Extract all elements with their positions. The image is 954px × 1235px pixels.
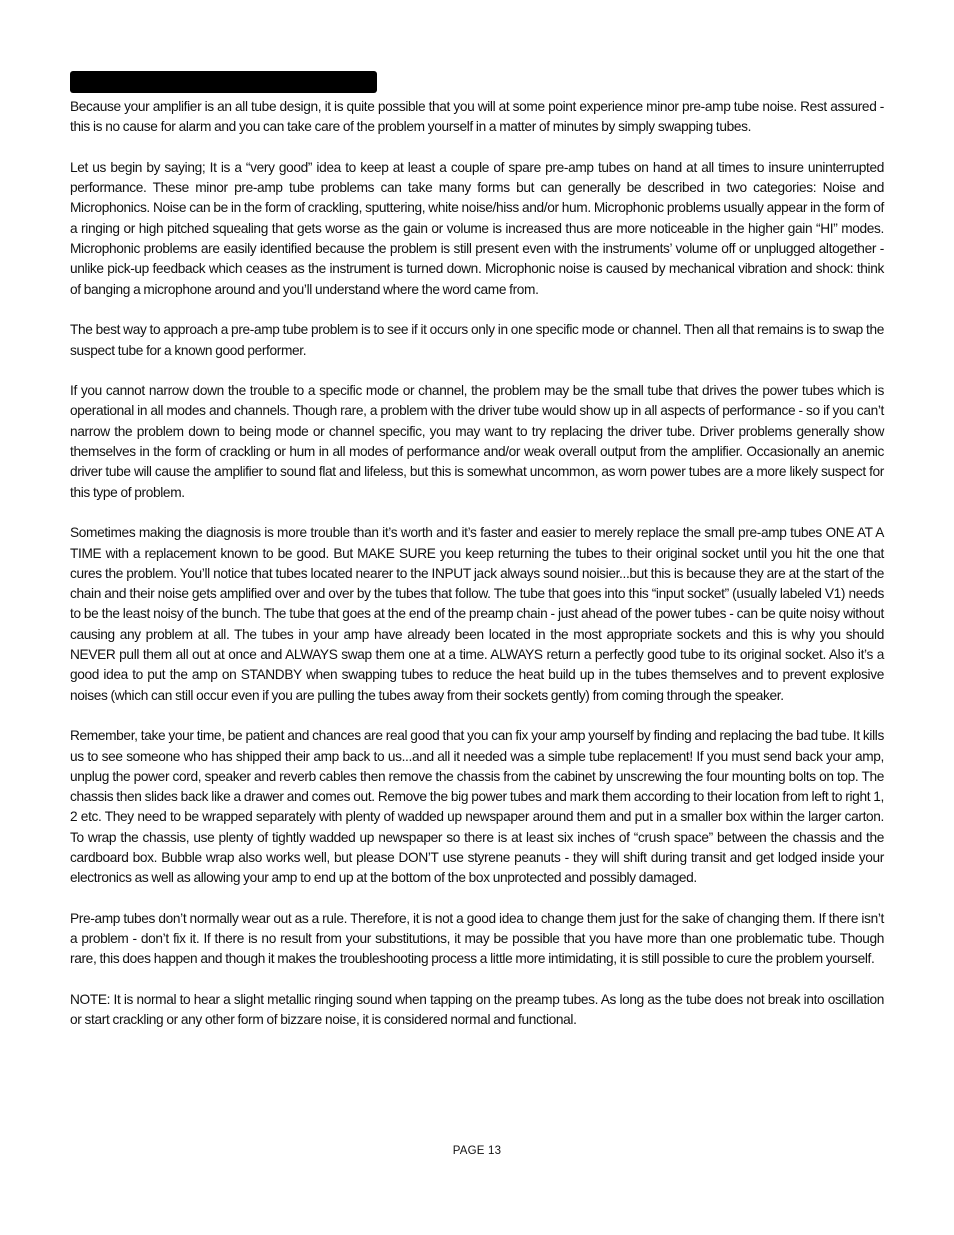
section-title-bar	[70, 71, 377, 93]
paragraph-tube-noise-intro: Because your amplifier is an all tube design, it is quite possible that you will at some point experience minor pre-amp tube noise. Rest assured - this is no cause for alarm and you can take care of the problem yourself in a matter of minutes by simply swapping tubes.	[70, 99, 884, 135]
page-number: PAGE 13	[452, 1145, 502, 1157]
paragraph-shipping: Remember, take your time, be patient and chances are real good that you can fix your amp yourself by finding and replacing the bad tube. It kills us to see someone who has shipped their amp back to us...and all it needed was a simple tube replacement! If you must send back your amp, unplug the power cord, speaker and reverb cables then remove the chassis from the cabinet by unscrewing the four mounting bolts on top. The chassis then slides back like a drawer and comes out. Remove the big power tubes and mark them according to their location from left to right 1, 2 etc. They need to be wrapped separately with plenty of wadded up newspaper around them and put in a smaller box within the larger carton. To wrap the chassis, use plenty of tightly wadded up newspaper so there is at least six inches of “crush space” between the chassis and the cardboard box. Bubble wrap also works well, but please DON’T use styrene peanuts - they will shift during transit and get lodged inside your electronics as well as allowing your amp to end up at the bottom of the box unprotected and possibly damaged.	[70, 728, 884, 886]
paragraph-wear-out: Pre-amp tubes don’t normally wear out as a rule. Therefore, it is not a good idea to change them just for the sake of changing them. If there isn’t a problem - don’t fix it. If there is no result from your substitutions, it may be possible that you have more than one problematic tube. Though rare, this does happen and though it makes the troubleshooting process a little more intimidating, it is still possible to cure the problem yourself.	[70, 910, 884, 967]
paragraph-best-approach: The best way to approach a pre-amp tube problem is to see if it occurs only in one specific mode or channel. Then all that remains is to swap the suspect tube for a known good performer.	[70, 322, 884, 358]
paragraph-spare-tubes: Let us begin by saying; It is a “very good” idea to keep at least a couple of spare pre-amp tubes on hand at all times to insure uninterrupted performance. These minor pre-amp tube problems can take many forms but can generally be described in two categories: Noise and Microphonics. Noise can be in the form of crackling, sputtering, white noise/hiss and/or hum. Microphonic problems usually appear in the form of a ringing or high pitched squealing that gets worse as the gain or volume is increased thus are more noticeable in the higher gain “HI” modes. Microphonic problems are easily identified because the problem is still present even with the instruments’ volume off or unplugged altogether - unlike pick-up feedback which ceases as the instrument is turned down. Microphonic noise is caused by mechanical vibration and shock: think of banging a microphone around and you’ll understand where the word came from.	[70, 159, 884, 297]
body-text	[70, 97, 884, 1051]
paragraph-note: NOTE: It is normal to hear a slight metallic ringing sound when tapping on the preamp tubes. As long as the tube does not break into oscillation or start crackling or any other form of bizzare noise, it is considered normal and functional.	[70, 992, 884, 1028]
paragraph-driver-tube: If you cannot narrow down the trouble to a specific mode or channel, the problem may be the small tube that drives the power tubes which is operational in all modes and channels. Though rare, a problem with the driver tube would show up in all aspects of performance - so if you can’t narrow the problem down to being mode or channel specific, you may want to try replacing the driver tube. Driver problems generally show themselves in the form of crackling or hum in all modes of performance and/or weak overall output from the amplifier. Occasionally an anemic driver tube will cause the amplifier to sound flat and lifeless, but this is somewhat uncommon, as worn power tubes are a more likely suspect for this type of problem.	[70, 383, 884, 500]
paragraph-swap-one-at-a-time: Sometimes making the diagnosis is more trouble than it’s worth and it’s faster and easier to merely replace the small pre-amp tubes ONE AT A TIME with a replacement known to be good. But MAKE SURE you keep returning the tubes to their original socket until you hit the one that cures the problem. You’ll notice that tubes located nearer to the INPUT jack always sound noisier...but this is because they are at the start of the chain and their noise gets amplified over and over by the tubes that follow. The tube that goes into this “input socket” (usually labeled V1) needs to be the least noisy of the bunch. The tube that goes at the end of the preamp chain - just ahead of the power tubes - can be quite noisy without causing any problem at all. The tubes in your amp have already been located in the most appropriate sockets and this is why you should NEVER pull them all out at once and ALWAYS swap them one at a time. ALWAYS return a perfectly good tube to its original socket. Also it’s a good idea to put the amp on STANDBY when swapping tubes to reduce the heat build up in the tubes themselves and to prevent explosive noises (which can still occur even if you are pulling the tubes away from their sockets gently) from coming through the speaker.	[70, 525, 884, 703]
